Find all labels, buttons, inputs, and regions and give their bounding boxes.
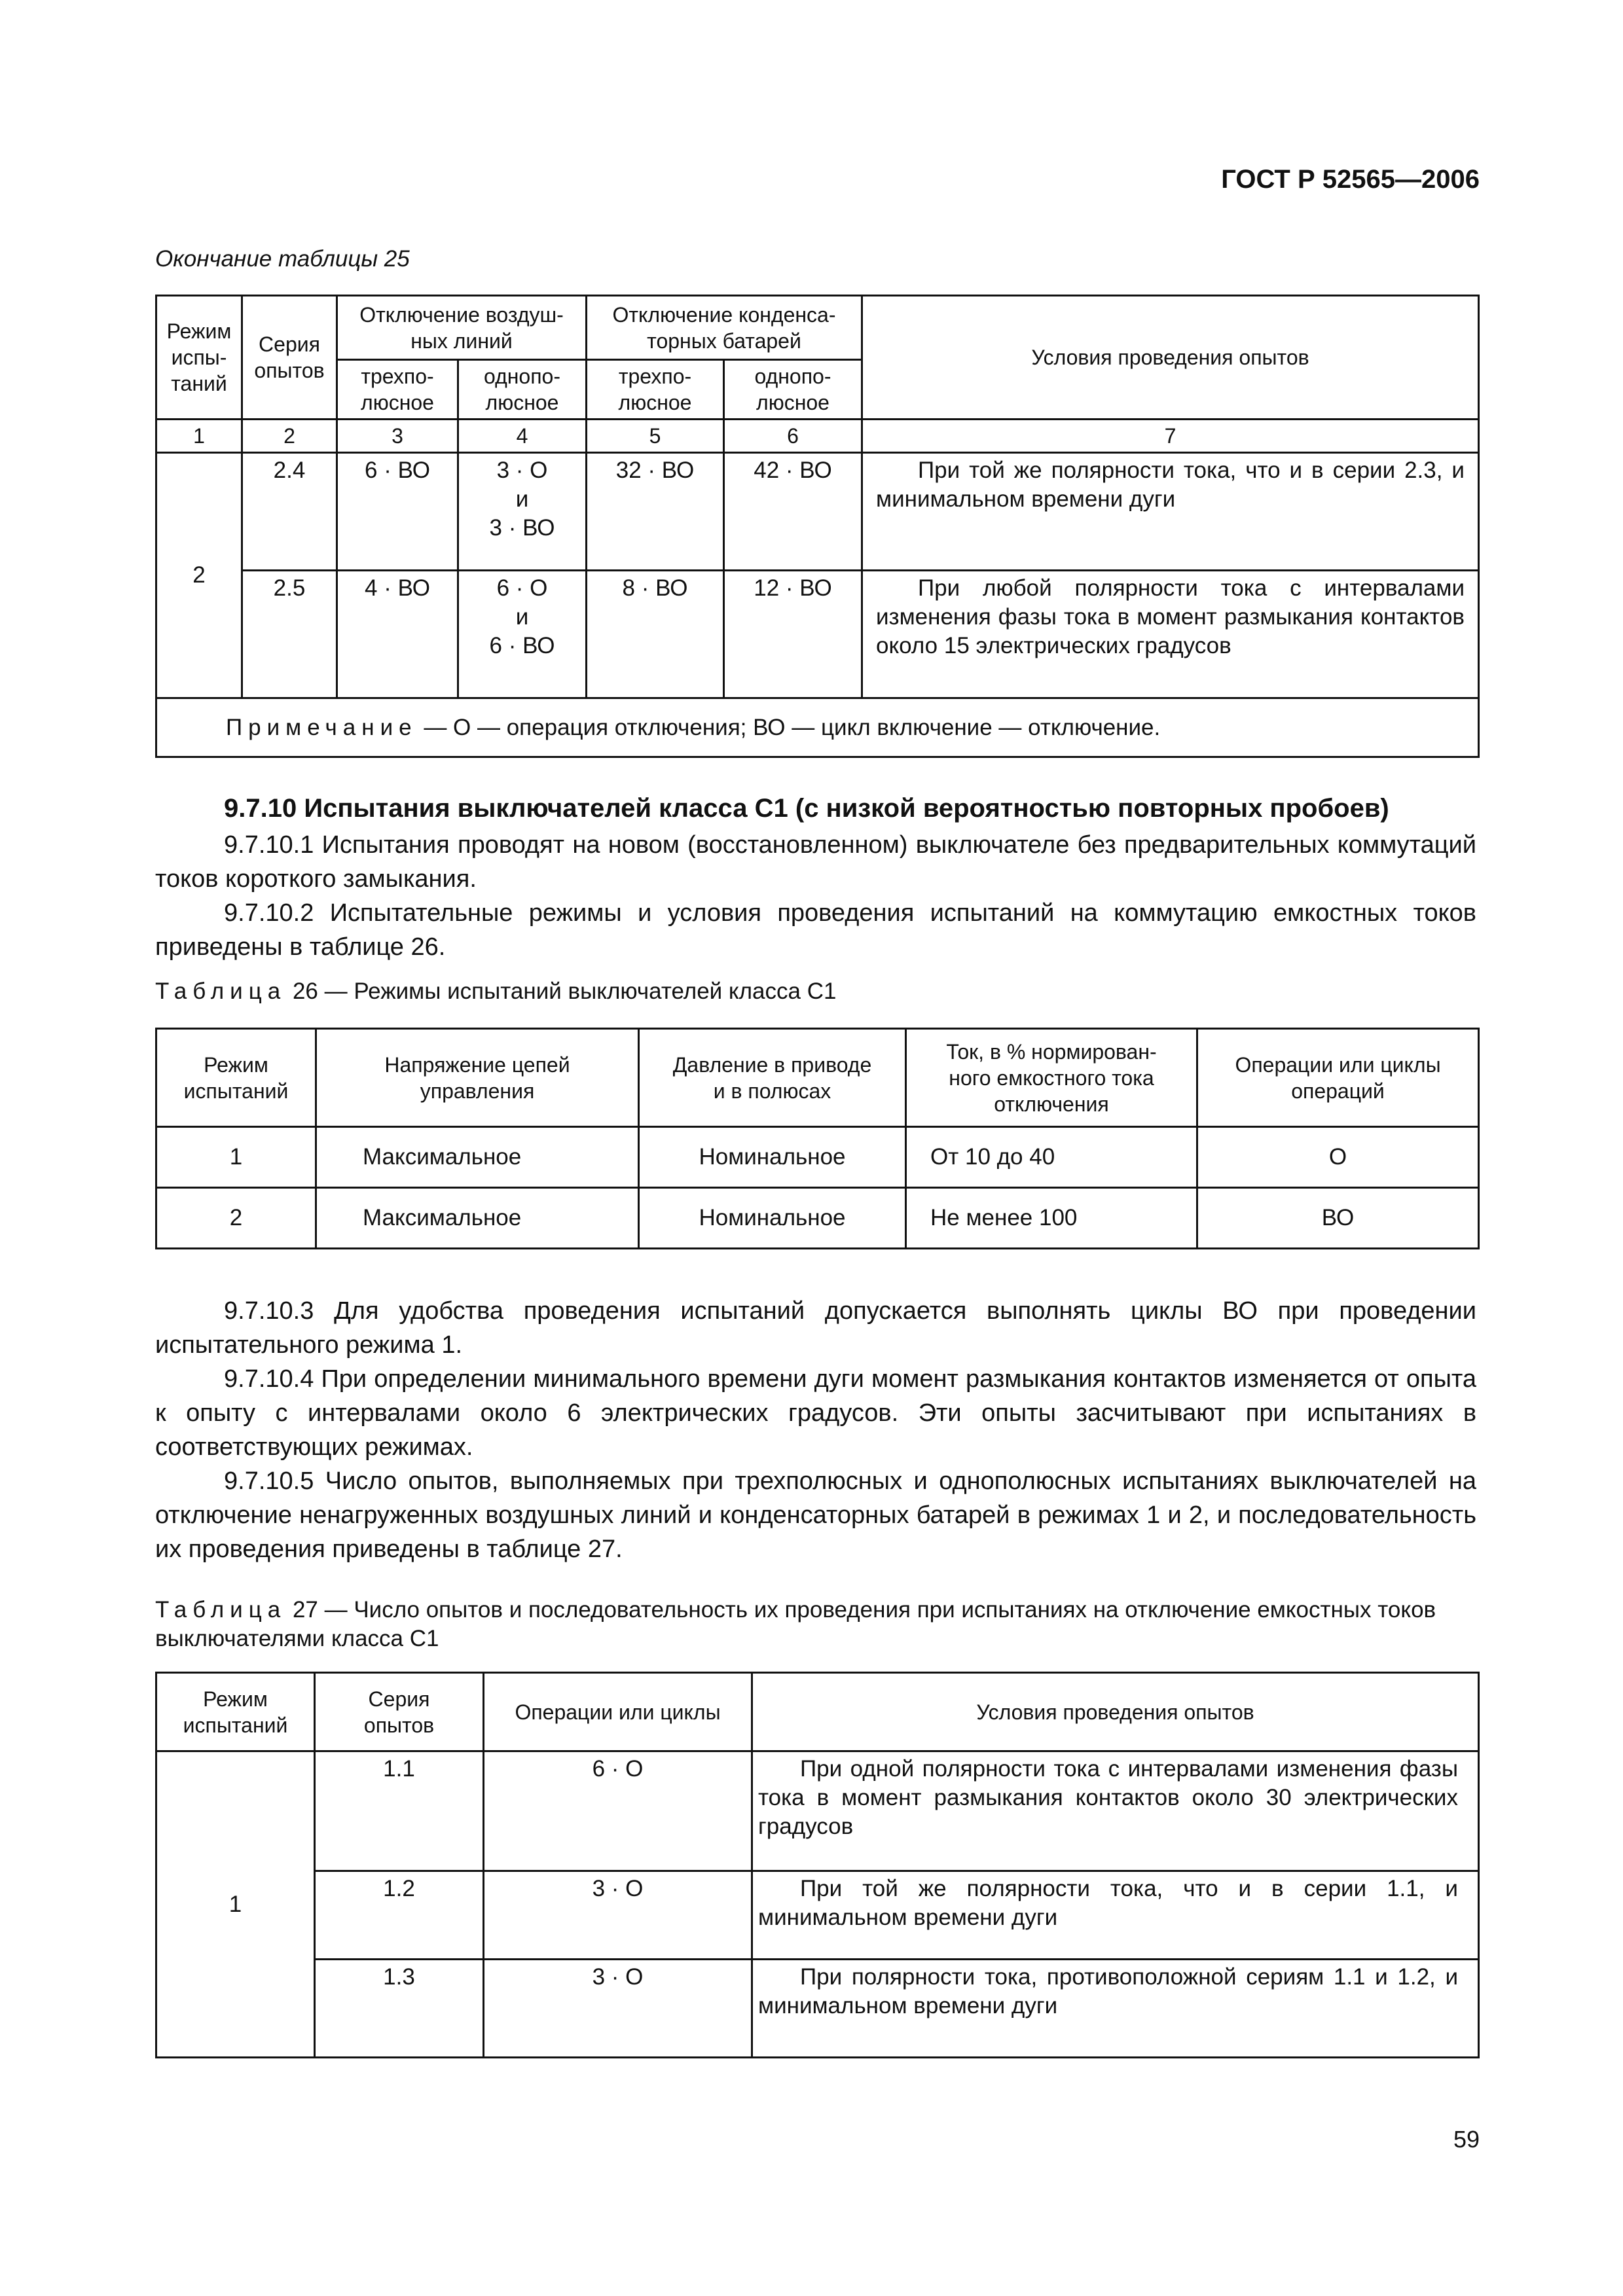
t26-pressure: Номинальное xyxy=(639,1188,906,1249)
t27-header-operations: Операции или циклы xyxy=(484,1673,752,1751)
t27-series: 1.2 xyxy=(315,1871,484,1960)
t25-colnum: 2 xyxy=(242,420,337,453)
page-number: 59 xyxy=(1453,2126,1480,2153)
t26-voltage: Максимальное xyxy=(316,1127,639,1188)
t25-header-cap-single-pole: однопо- люсное xyxy=(724,360,862,420)
t26-operations: О xyxy=(1197,1127,1479,1188)
t25-note xyxy=(156,698,1479,757)
table27 xyxy=(155,1672,1480,2058)
t25-header-cap-three-pole: трехпо- люсное xyxy=(587,360,724,420)
t26-operations: ВО xyxy=(1197,1188,1479,1249)
t27-series: 1.1 xyxy=(315,1751,484,1871)
t27-header-series: Серия опытов xyxy=(315,1673,484,1751)
table-row xyxy=(156,453,1479,571)
t25-colnum: 6 xyxy=(724,420,862,453)
t26-header-operations: Операции или циклы операций xyxy=(1197,1029,1479,1127)
t27-operations: 6 · О xyxy=(484,1751,752,1871)
paragraph-9-7-10-1: 9.7.10.1 Испытания проводят на новом (восстановленном) выключателе без предварительных коммутаций токов короткого замыкания. xyxy=(155,831,1476,893)
t26-current: От 10 до 40 xyxy=(906,1127,1197,1188)
t25-header-air-three-pole: трехпо- люсное xyxy=(337,360,458,420)
t27-mode-value: 1 xyxy=(156,1751,315,2058)
table26-caption: Таблица 26 — Режимы испытаний выключателей класса С1 xyxy=(155,978,837,1004)
table-row xyxy=(156,1871,1479,1960)
t25-colnum: 3 xyxy=(337,420,458,453)
t25-cap-single: 42 · ВО xyxy=(724,453,862,571)
t25-cap-three: 32 · ВО xyxy=(587,453,724,571)
t25-air-single: 6 · О и 6 · ВО xyxy=(458,571,587,698)
t27-header-mode: Режим испытаний xyxy=(156,1673,315,1751)
table-row xyxy=(156,1960,1479,2058)
t25-mode-value: 2 xyxy=(156,453,242,698)
t27-series: 1.3 xyxy=(315,1960,484,2058)
note-label: Примечание xyxy=(226,714,418,740)
t26-current: Не менее 100 xyxy=(906,1188,1197,1249)
t25-header-air-single-pole: однопо- люсное xyxy=(458,360,587,420)
t25-conditions: При той же полярности тока, что и в серии 2.3, и минимальном времени дуги xyxy=(862,453,1479,571)
t25-cap-three: 8 · ВО xyxy=(587,571,724,698)
t27-conditions: При одной полярности тока с интервалами изменения фазы тока в момент размыкания контактов около 30 электрических градусов xyxy=(752,1751,1479,1871)
t27-header-conditions: Условия проведения опытов xyxy=(752,1673,1479,1751)
table-row xyxy=(156,571,1479,698)
t25-cap-single: 12 · ВО xyxy=(724,571,862,698)
t25-colnum: 5 xyxy=(587,420,724,453)
t26-voltage: Максимальное xyxy=(316,1188,639,1249)
table27-caption: Таблица 27 — Число опытов и последовательность их проведения при испытаниях на отключение емкостных токов выключателями класса С1 xyxy=(155,1597,1436,1651)
t25-header-cap-banks: Отключение конденса- торных батарей xyxy=(587,296,862,360)
t25-colnum: 1 xyxy=(156,420,242,453)
paragraph-9-7-10-3: 9.7.10.3 Для удобства проведения испытаний допускается выполнять циклы ВО при проведении испытательного режима 1. xyxy=(155,1297,1476,1359)
t25-colnum: 4 xyxy=(458,420,587,453)
t25-air-single: 3 · О и 3 · ВО xyxy=(458,453,587,571)
t26-header-current: Ток, в % нормирован- ного емкостного тока отключения xyxy=(906,1029,1197,1127)
t26-mode: 1 xyxy=(156,1127,316,1188)
t26-header-pressure: Давление в приводе и в полюсах xyxy=(639,1029,906,1127)
paragraph-9-7-10-5: 9.7.10.5 Число опытов, выполняемых при трехполюсных и однополюсных испытаниях выключателей на отключение ненагруженных воздушных линий и конденсаторных батарей в режимах 1 и 2, и последовательность их проведения приведены в таблице 27. xyxy=(155,1467,1476,1563)
t25-note-row xyxy=(156,698,1479,757)
table-row xyxy=(156,1188,1479,1249)
paragraph-9-7-10-2: 9.7.10.2 Испытательные режимы и условия проведения испытаний на коммутацию емкостных токов приведены в таблице 26. xyxy=(155,899,1476,961)
t25-conditions: При любой полярности тока с интервалами изменения фазы тока в момент размыкания контактов около 15 электрических градусов xyxy=(862,571,1479,698)
table-row xyxy=(156,1751,1479,1871)
document-id: ГОСТ Р 52565—2006 xyxy=(1221,165,1480,194)
t27-conditions: При той же полярности тока, что и в серии 1.1, и минимальном времени дуги xyxy=(752,1871,1479,1960)
t25-header-conditions: Условия проведения опытов xyxy=(862,296,1479,420)
table25-caption: Окончание таблицы 25 xyxy=(155,246,410,272)
t26-header-voltage: Напряжение цепей управления xyxy=(316,1029,639,1127)
note-text: — О — операция отключения; ВО — цикл включение — отключение. xyxy=(417,714,1161,740)
t25-series: 2.5 xyxy=(242,571,337,698)
t25-column-numbers xyxy=(156,420,1479,453)
table25 xyxy=(155,295,1480,758)
t26-pressure: Номинальное xyxy=(639,1127,906,1188)
section-heading: 9.7.10 Испытания выключателей класса С1 (с низкой вероятностью повторных пробоев) xyxy=(224,794,1389,823)
t25-air-three: 4 · ВО xyxy=(337,571,458,698)
t27-conditions: При полярности тока, противоположной сериям 1.1 и 1.2, и минимальном времени дуги xyxy=(752,1960,1479,2058)
t25-header-mode: Режим испы- таний xyxy=(156,296,242,420)
t25-air-three: 6 · ВО xyxy=(337,453,458,571)
t27-operations: 3 · О xyxy=(484,1960,752,2058)
t25-series: 2.4 xyxy=(242,453,337,571)
t26-header-mode: Режим испытаний xyxy=(156,1029,316,1127)
t25-colnum: 7 xyxy=(862,420,1479,453)
t25-header-air-lines: Отключение воздуш- ных линий xyxy=(337,296,587,360)
t26-mode: 2 xyxy=(156,1188,316,1249)
paragraph-9-7-10-4: 9.7.10.4 При определении минимального времени дуги момент размыкания контактов изменяется от опыта к опыту с интервалами около 6 электрических градусов. Эти опыты засчитывают при испытаниях в соответствующих режимах. xyxy=(155,1365,1476,1461)
table26 xyxy=(155,1028,1480,1249)
table-row xyxy=(156,1127,1479,1188)
t25-header-series: Серия опытов xyxy=(242,296,337,420)
t27-operations: 3 · О xyxy=(484,1871,752,1960)
